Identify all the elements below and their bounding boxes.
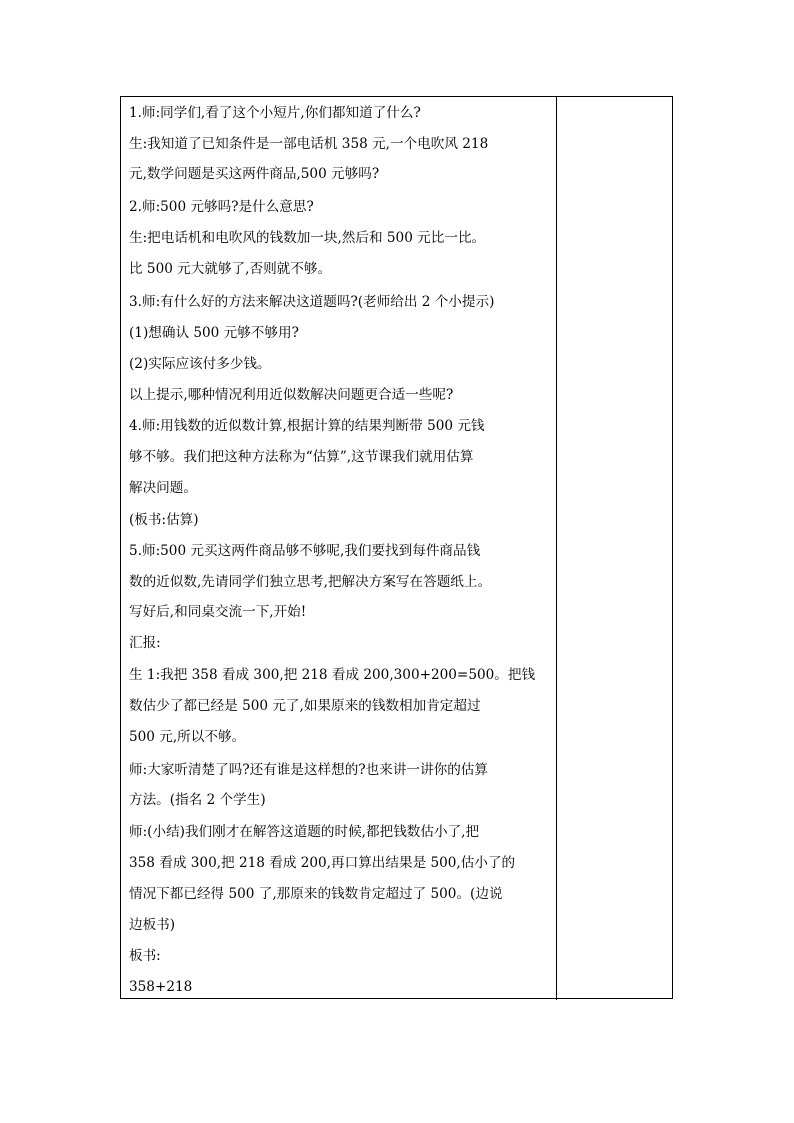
text-line: 5.师:500 元买这两件商品够不够呢,我们要找到每件商品钱 [129,543,481,559]
text-line: 数估少了都已经是 500 元了,如果原来的钱数相加肯定超过 [129,698,481,714]
text-line: 1.师:同学们,看了这个小短片,你们都知道了什么? [129,105,421,121]
text-line: 358 看成 300,把 218 看成 200,再口算出结果是 500,估小了的 [129,855,516,871]
text-line: 生:把电话机和电吹风的钱数加一块,然后和 500 元比一比。 [129,230,486,246]
text-line: 以上提示,哪种情况利用近似数解决问题更合适一些呢? [129,387,454,403]
text-line: 生 1:我把 358 看成 300,把 218 看成 200,300+200=500。把钱 [129,667,536,683]
notes-cell [557,97,674,1000]
lesson-table [120,96,673,999]
text-line: 方法。(指名 2 个学生) [129,792,266,808]
text-line: 4.师:用钱数的近似数计算,根据计算的结果判断带 500 元钱 [129,418,485,434]
text-line: 500 元,所以不够。 [129,729,246,745]
text-line: 够不够。我们把这种方法称为“估算”,这节课我们就用估算 [129,449,474,465]
text-line: 元,数学问题是买这两件商品,500 元够吗? [129,166,380,182]
text-line: (板书:估算) [129,512,199,528]
text-line: (2)实际应该付多少钱。 [129,356,271,372]
text-line: 师:大家听清楚了吗?还有谁是这样想的?也来讲一讲你的估算 [129,762,488,778]
text-line: 写好后,和同桌交流一下,开始! [129,604,307,620]
text-line: 边板书) [129,917,176,933]
text-line: 358+218 [129,979,193,995]
text-line: 3.师:有什么好的方法来解决这道题吗?(老师给出 2 个小提示) [129,294,495,310]
text-line: 板书: [129,948,161,964]
text-line: 2.师:500 元够吗?是什么意思? [129,199,314,215]
text-line: 汇报: [129,635,161,651]
text-line: 数的近似数,先请同学们独立思考,把解决方案写在答题纸上。 [129,574,492,590]
text-line: 师:(小结)我们刚才在解答这道题的时候,都把钱数估小了,把 [129,824,480,840]
text-line: 比 500 元大就够了,否则就不够。 [129,261,332,277]
text-line: 生:我知道了已知条件是一部电话机 358 元,一个电吹风 218 [129,136,489,152]
text-line: 解决问题。 [129,480,197,496]
lesson-page [120,96,674,1000]
text-line: 情况下都已经得 500 了,那原来的钱数肯定超过了 500。(边说 [129,886,503,902]
text-line: (1)想确认 500 元够不够用? [129,325,299,341]
